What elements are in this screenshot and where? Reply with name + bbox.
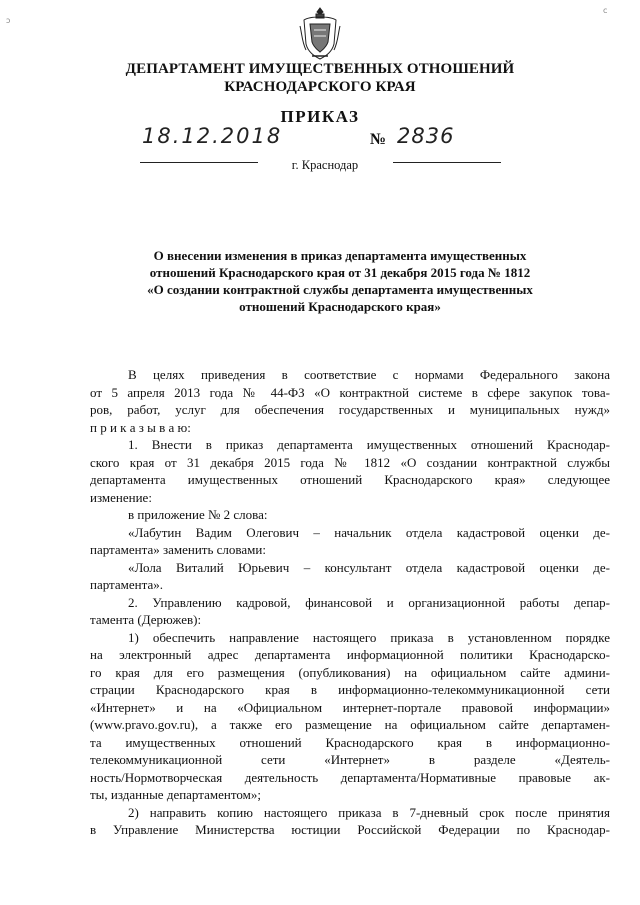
body-line: телекоммуникационной сети «Интернет» в разделе «Деятель- — [90, 752, 610, 767]
scan-mark: c — [603, 6, 608, 15]
document-title — [105, 247, 575, 315]
body-line: ты, изданные департаментом»; — [90, 787, 261, 802]
body-line: партамента» заменить словами: — [90, 542, 266, 557]
document-date: 18.12.2018 — [142, 124, 283, 148]
body-line: на электронный адрес департамента информационной политики Краснодарско- — [90, 647, 610, 662]
body-line: в приложение № 2 слова: — [128, 507, 268, 522]
document-body — [90, 366, 610, 839]
coat-of-arms-icon — [298, 6, 342, 62]
number-sign: № — [370, 131, 387, 148]
body-line: «Интернет» и на «Официальном интернет-портале правовой информации» — [90, 699, 610, 715]
body-line: 1. Внести в приказ департамента имущественных отношений Краснодар- — [128, 437, 610, 452]
body-line: изменение: — [90, 489, 152, 505]
title-line: «О создании контрактной службы департамента имущественных — [147, 282, 533, 297]
body-line: партамента». — [90, 577, 163, 592]
scan-mark: ↄ — [6, 16, 11, 25]
document-city: г. Краснодар — [291, 158, 359, 172]
title-line: отношений Краснодарского края» — [239, 299, 441, 314]
body-line: ского края от 31 декабря 2015 года № 1812 «О создании контрактной службы — [90, 454, 610, 470]
department-region: КРАСНОДАРСКОГО КРАЯ — [224, 79, 416, 95]
body-line: в Управление Министерства юстиции Российской Федерации по Краснодар- — [90, 822, 610, 837]
body-line: го края для его размещения (опубликования) на официальном сайте админи- — [90, 664, 610, 680]
body-line: В целях приведения в соответствие с нормами Федерального закона — [128, 367, 610, 382]
body-line: 2) направить копию настоящего приказа в 7-дневный срок после принятия — [128, 804, 610, 820]
body-line: 2. Управлению кадровой, финансовой и организационной работы депар- — [128, 594, 610, 610]
body-line: (www.pravo.gov.ru), а также его размещение на официальном сайте департамен- — [90, 717, 610, 732]
title-line: О внесении изменения в приказ департамента имущественных — [153, 248, 527, 263]
document-type: ПРИКАЗ — [280, 107, 360, 126]
body-line: «Лабутин Вадим Олегович – начальник отдела кадастровой оценки де- — [128, 524, 610, 540]
body-line: та имущественных отношений Краснодарского края в информационно- — [90, 734, 610, 750]
document-number: 2836 — [397, 124, 455, 148]
title-line: отношений Краснодарского края от 31 декабря 2015 года № 1812 — [149, 265, 531, 280]
body-line: страции Краснодарского края в информационно-телекоммуникационной сети — [90, 682, 610, 697]
body-line: тамента (Дерюжев): — [90, 612, 202, 627]
body-line: департамента имущественных отношений Краснодарского края» следующее — [90, 472, 610, 487]
body-line: п р и к а з ы в а ю: — [90, 419, 191, 435]
body-line: «Лола Виталий Юрьевич – консультант отдела кадастровой оценки де- — [128, 559, 610, 575]
body-line: от 5 апреля 2013 года № 44-ФЗ «О контрактной системе в сфере закупок това- — [90, 384, 610, 400]
body-line: 1) обеспечить направление настоящего приказа в установленном порядке — [128, 629, 610, 645]
body-line: ров, работ, услуг для обеспечения государственных и муниципальных нужд» — [90, 402, 610, 417]
department-name: ДЕПАРТАМЕНТ ИМУЩЕСТВЕННЫХ ОТНОШЕНИЙ — [125, 61, 515, 77]
body-line: ность/Нормотворческая деятельность департамента/Нормативные правовые ак- — [90, 769, 610, 785]
